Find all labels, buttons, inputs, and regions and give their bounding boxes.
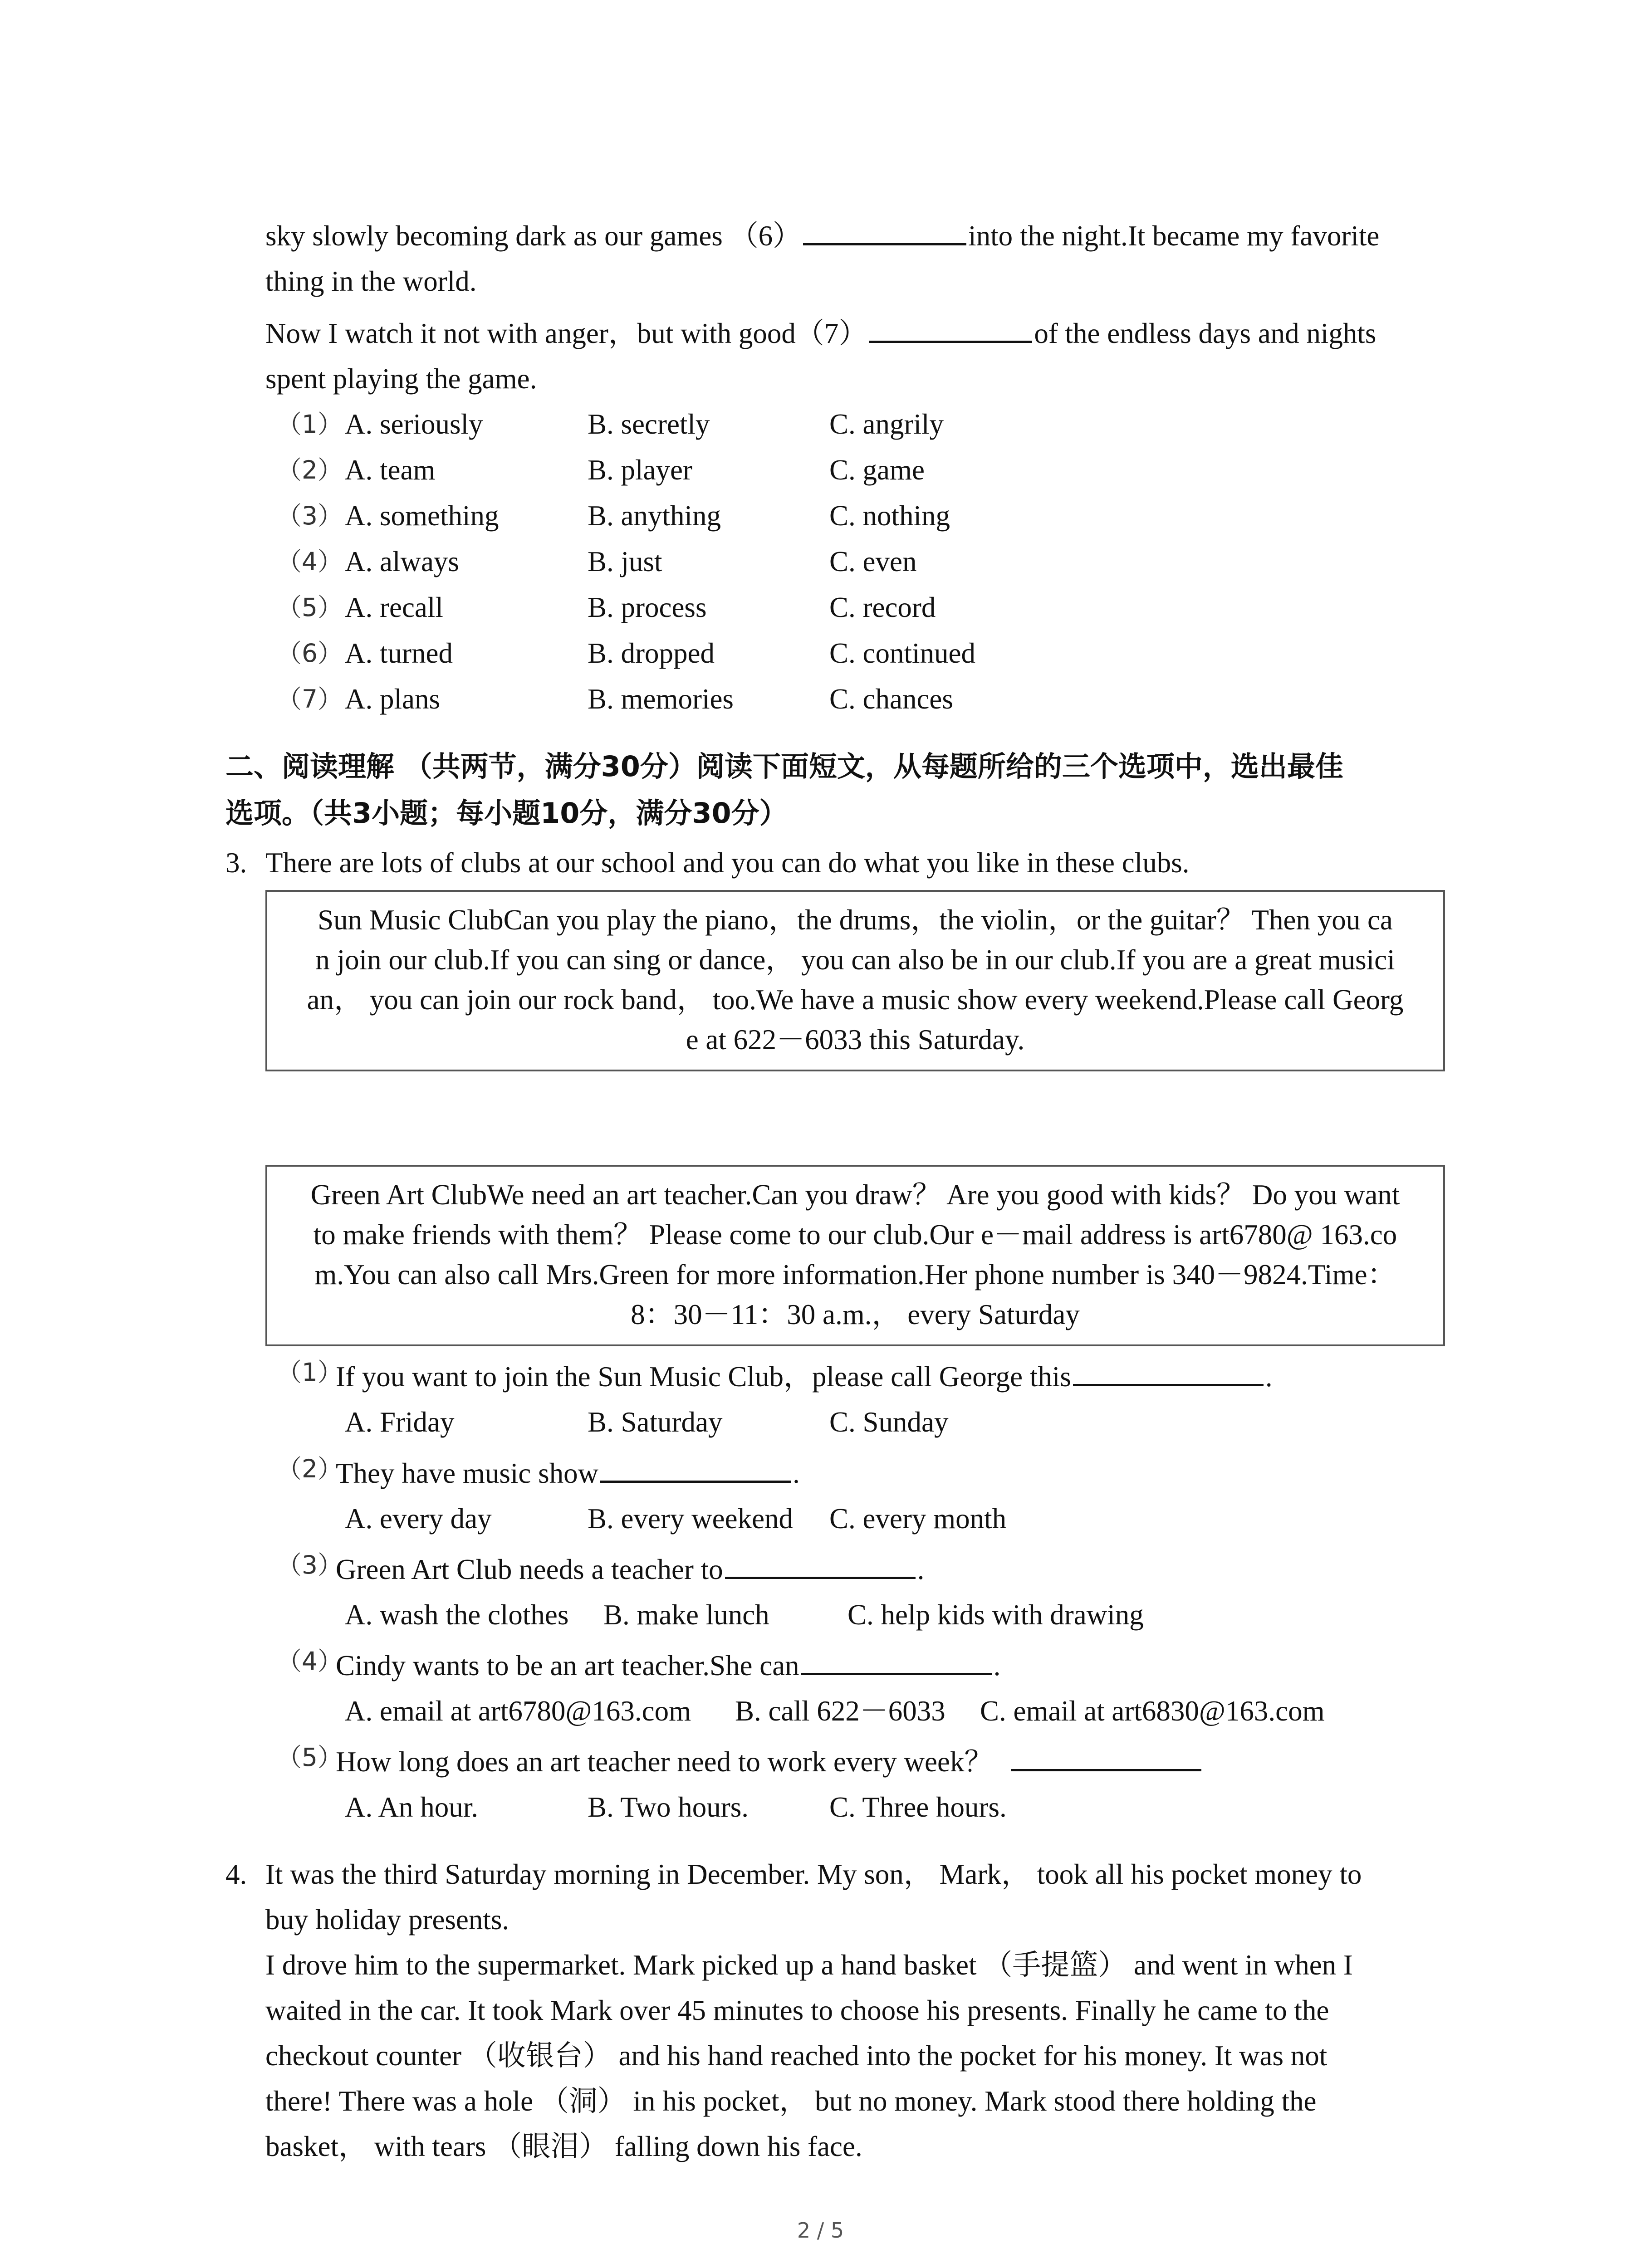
option-a: A. every day: [345, 1503, 492, 1535]
answer-blank: [869, 317, 1032, 343]
option-a: A. recall: [345, 591, 443, 623]
passage-text: Now I watch it not with anger，but with good（7）: [265, 318, 867, 349]
question-number: 3.: [225, 847, 247, 879]
option-a: A. something: [345, 500, 499, 532]
question-text: [336, 1551, 924, 1588]
box-text: Green Art ClubWe need an art teacher.Can you draw？ Are you good with kids？ Do you want: [310, 1179, 1400, 1211]
option-c: C. Sunday: [829, 1406, 949, 1438]
passage-line: I drove him to the supermarket. Mark picked up a hand basket （手提篮） and went in when I: [265, 1949, 1353, 1981]
question-text: [336, 1744, 1203, 1780]
box-text: Sun Music ClubCan you play the piano，the drums，the violin，or the guitar？ Then you ca: [318, 904, 1393, 936]
answer-blank: [801, 1649, 992, 1675]
option-b: B. process: [588, 591, 707, 623]
sun-music-club-box: [265, 890, 1445, 1071]
green-art-club-box: [265, 1165, 1445, 1346]
passage-line: It was the third Saturday morning in December. My son， Mark， took all his pocket money to: [265, 1858, 1362, 1890]
question-text: [336, 1455, 800, 1491]
option-c: C. game: [829, 454, 925, 486]
option-number: （5）: [277, 593, 343, 622]
option-c: C. help kids with drawing: [847, 1599, 1144, 1631]
option-a: A. Friday: [345, 1406, 455, 1438]
question-stem: Cindy wants to be an art teacher.She can: [336, 1650, 799, 1681]
option-c: C. Three hours.: [829, 1791, 1007, 1823]
option-c: C. every month: [829, 1503, 1007, 1535]
passage-line: [265, 315, 1376, 352]
option-c: C. even: [829, 546, 917, 577]
passage-line: spent playing the game.: [265, 363, 537, 395]
question-end: .: [1265, 1361, 1273, 1393]
question-number: （4）: [277, 1647, 343, 1676]
question-stem: Green Art Club needs a teacher to: [336, 1554, 723, 1585]
passage-text: sky slowly becoming dark as our games （6）: [265, 220, 802, 252]
question-end: .: [993, 1650, 1001, 1681]
option-a: A. plans: [345, 683, 440, 715]
passage-line: thing in the world.: [265, 265, 477, 297]
passage-line: checkout counter （收银台） and his hand reached into the pocket for his money. It was not: [265, 2040, 1327, 2072]
option-number: （2）: [277, 455, 343, 484]
option-number: （6）: [277, 639, 343, 668]
box-text: 8：30－11：30 a.m.， every Saturday: [631, 1299, 1080, 1330]
question-stem: They have music show: [336, 1457, 599, 1489]
answer-blank: [1011, 1745, 1201, 1771]
box-text: m.You can also call Mrs.Green for more information.Her phone number is 340－9824.Time：: [314, 1259, 1396, 1290]
option-b: B. Two hours.: [588, 1791, 749, 1823]
box-text: n join our club.If you can sing or dance， you can also be in our club.If you are a great musici: [315, 944, 1395, 976]
answer-blank: [600, 1457, 791, 1483]
answer-blank: [803, 220, 966, 245]
box-text: an， you can join our rock band， too.We have a music show every weekend.Please call Georg: [307, 984, 1404, 1016]
option-b: B. anything: [588, 500, 721, 532]
option-number: （3）: [277, 501, 343, 530]
answer-blank: [1073, 1360, 1264, 1386]
passage-line: buy holiday presents.: [265, 1904, 509, 1936]
question-number: （3）: [277, 1550, 343, 1579]
option-a: A. An hour.: [345, 1791, 479, 1823]
option-a: A. turned: [345, 637, 453, 669]
page-number: 2 / 5: [797, 2218, 844, 2243]
option-a: A. seriously: [345, 408, 483, 440]
option-b: B. player: [588, 454, 692, 486]
question-end: .: [917, 1554, 925, 1585]
question-number: （2）: [277, 1454, 343, 1483]
box-text: to make friends with them？ Please come to our club.Our e－mail address is art6780@ 163.co: [313, 1219, 1397, 1251]
passage-text: of the endless days and nights: [1034, 318, 1376, 349]
question-stem: If you want to join the Sun Music Club，please call George this: [336, 1361, 1071, 1393]
box-text: e at 622－6033 this Saturday.: [686, 1024, 1025, 1056]
option-c: C. continued: [829, 637, 975, 669]
option-a: A. email at art6780@163.com: [345, 1695, 691, 1727]
passage-line: there! There was a hole （洞） in his pocket， but no money. Mark stood there holding the: [265, 2085, 1317, 2117]
option-b: B. Saturday: [588, 1406, 723, 1438]
option-b: B. memories: [588, 683, 734, 715]
option-c: C. nothing: [829, 500, 950, 532]
question-number: 4.: [225, 1858, 247, 1890]
question-stem: How long does an art teacher need to work every week？: [336, 1746, 993, 1778]
passage-text: into the night.It became my favorite: [968, 220, 1380, 252]
question-number: （5）: [277, 1743, 343, 1772]
section-heading: 二、阅读理解 （共两节，满分30分）阅读下面短文，从每题所给的三个选项中，选出最佳: [225, 750, 1343, 783]
question-end: .: [793, 1457, 800, 1489]
option-b: B. just: [588, 546, 662, 577]
option-a: A. wash the clothes: [345, 1599, 569, 1631]
option-number: （4）: [277, 547, 343, 576]
question-number: （1）: [277, 1358, 343, 1387]
passage-line: basket， with tears （眼泪） falling down his face.: [265, 2131, 862, 2162]
option-c: C. email at art6830@163.com: [980, 1695, 1325, 1727]
passage-line: waited in the car. It took Mark over 45 minutes to choose his presents. Finally he came to the: [265, 1994, 1329, 2026]
answer-blank: [725, 1553, 916, 1579]
section-heading: 选项。（共3小题；每小题10分，满分30分）: [225, 797, 788, 830]
option-number: （1）: [277, 410, 343, 439]
question-text: [336, 1359, 1273, 1395]
option-number: （7）: [277, 684, 343, 714]
option-b: B. dropped: [588, 637, 715, 669]
option-a: A. team: [345, 454, 436, 486]
option-a: A. always: [345, 546, 459, 577]
option-b: B. every weekend: [588, 1503, 794, 1535]
option-b: B. call 622－6033: [735, 1695, 945, 1727]
question-text: [336, 1647, 1000, 1684]
passage-line: [265, 218, 1379, 254]
option-b: B. secretly: [588, 408, 710, 440]
option-b: B. make lunch: [603, 1599, 769, 1631]
option-c: C. chances: [829, 683, 953, 715]
option-c: C. record: [829, 591, 936, 623]
question-intro: There are lots of clubs at our school and you can do what you like in these clubs.: [265, 847, 1190, 879]
option-c: C. angrily: [829, 408, 944, 440]
